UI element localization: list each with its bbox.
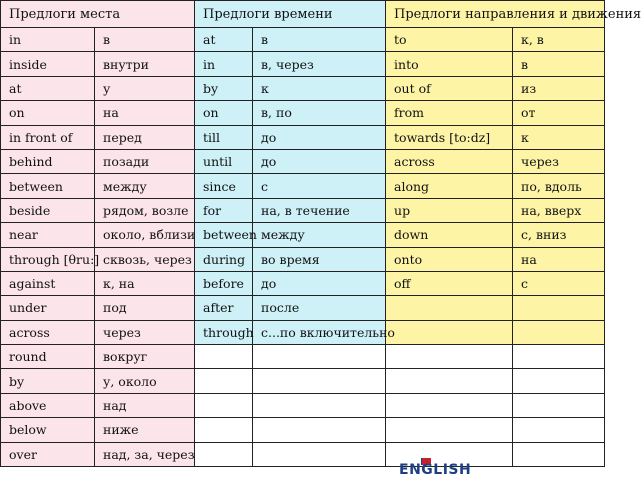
place-russian: к, на [95,271,195,295]
empty-cell [386,369,513,393]
table-row [1,345,605,369]
table-row [1,149,605,173]
empty-cell [253,345,386,369]
time-russian: до [253,125,386,149]
place-russian: между [95,174,195,198]
table-row [1,52,605,76]
time-russian: в, по [253,101,386,125]
empty-cell [195,345,253,369]
direction-russian: с [513,271,605,295]
direction-english: up [386,198,513,222]
english-logo [399,458,472,478]
empty-cell [386,345,513,369]
table-row [1,28,605,52]
direction-english: along [386,174,513,198]
place-russian: сквозь, через [95,247,195,271]
time-russian: во время [253,247,386,271]
place-english: behind [1,149,95,173]
time-english: during [195,247,253,271]
direction-russian: в [513,52,605,76]
table-row [1,320,605,344]
place-english: across [1,320,95,344]
empty-cell [195,442,253,466]
direction-english: down [386,223,513,247]
place-english: at [1,76,95,100]
place-russian: под [95,296,195,320]
time-russian: до [253,149,386,173]
direction-english: onto [386,247,513,271]
empty-cell [253,369,386,393]
place-english: in [1,28,95,52]
header-place: Предлоги места [1,1,195,28]
place-english: inside [1,52,95,76]
time-english: before [195,271,253,295]
place-english: on [1,101,95,125]
direction-russian: на, вверх [513,198,605,222]
empty-cell [386,320,513,344]
empty-cell [513,296,605,320]
direction-russian: по, вдоль [513,174,605,198]
time-russian: с [253,174,386,198]
time-english: for [195,198,253,222]
time-russian: после [253,296,386,320]
table-row [1,247,605,271]
empty-cell [253,393,386,417]
empty-cell [513,442,605,466]
place-russian: над [95,393,195,417]
time-russian: на, в течение [253,198,386,222]
place-russian: вокруг [95,345,195,369]
place-russian: около, вблизи [95,223,195,247]
place-russian: внутри [95,52,195,76]
time-english: until [195,149,253,173]
time-english: in [195,52,253,76]
place-english: near [1,223,95,247]
time-english: at [195,28,253,52]
empty-cell [386,393,513,417]
direction-russian: через [513,149,605,173]
time-english: by [195,76,253,100]
place-english: beside [1,198,95,222]
direction-english: across [386,149,513,173]
table-row [1,76,605,100]
place-english: above [1,393,95,417]
header-time: Предлоги времени [195,1,386,28]
place-russian: над, за, через [95,442,195,466]
time-english: on [195,101,253,125]
empty-cell [253,442,386,466]
place-russian: на [95,101,195,125]
empty-cell [386,296,513,320]
place-russian: ниже [95,418,195,442]
direction-russian: на [513,247,605,271]
empty-cell [195,418,253,442]
direction-russian: из [513,76,605,100]
table-row [1,418,605,442]
direction-english: off [386,271,513,295]
direction-english: from [386,101,513,125]
time-english: through [195,320,253,344]
time-english: between [195,223,253,247]
place-russian: рядом, возле [95,198,195,222]
direction-english: to [386,28,513,52]
place-english: under [1,296,95,320]
place-russian: у [95,76,195,100]
time-russian: между [253,223,386,247]
table-row [1,223,605,247]
place-english: by [1,369,95,393]
table-row [1,296,605,320]
place-english: against [1,271,95,295]
time-russian: в [253,28,386,52]
time-english: since [195,174,253,198]
empty-cell [513,345,605,369]
direction-russian: к [513,125,605,149]
empty-cell [513,393,605,417]
place-russian: через [95,320,195,344]
table-row [1,271,605,295]
place-russian: у, около [95,369,195,393]
table-row [1,442,605,466]
time-russian: в, через [253,52,386,76]
header-row [1,1,605,28]
logo-text: ENGLISH [399,462,472,478]
direction-russian: от [513,101,605,125]
place-russian: позади [95,149,195,173]
time-russian: до [253,271,386,295]
place-english: through [θru:] [1,247,95,271]
direction-english: into [386,52,513,76]
time-english: till [195,125,253,149]
place-english: in front of [1,125,95,149]
direction-russian: с, вниз [513,223,605,247]
table-row [1,125,605,149]
empty-cell [195,393,253,417]
empty-cell [513,320,605,344]
place-english: over [1,442,95,466]
place-russian: перед [95,125,195,149]
place-english: below [1,418,95,442]
place-russian: в [95,28,195,52]
empty-cell [513,418,605,442]
direction-english: out of [386,76,513,100]
table-body [1,1,641,467]
table-row [1,101,605,125]
time-russian: к [253,76,386,100]
time-english: after [195,296,253,320]
table-row [1,393,605,417]
empty-cell [386,418,513,442]
empty-cell [253,418,386,442]
direction-russian: к, в [513,28,605,52]
header-direction: Предлоги направления и движения [386,1,605,28]
table-row [1,369,605,393]
empty-cell [513,369,605,393]
direction-english: towards [to:dz] [386,125,513,149]
empty-cell [195,369,253,393]
place-english: between [1,174,95,198]
table-row [1,174,605,198]
time-russian: с...по включительно [253,320,386,344]
table-row [1,198,605,222]
place-english: round [1,345,95,369]
